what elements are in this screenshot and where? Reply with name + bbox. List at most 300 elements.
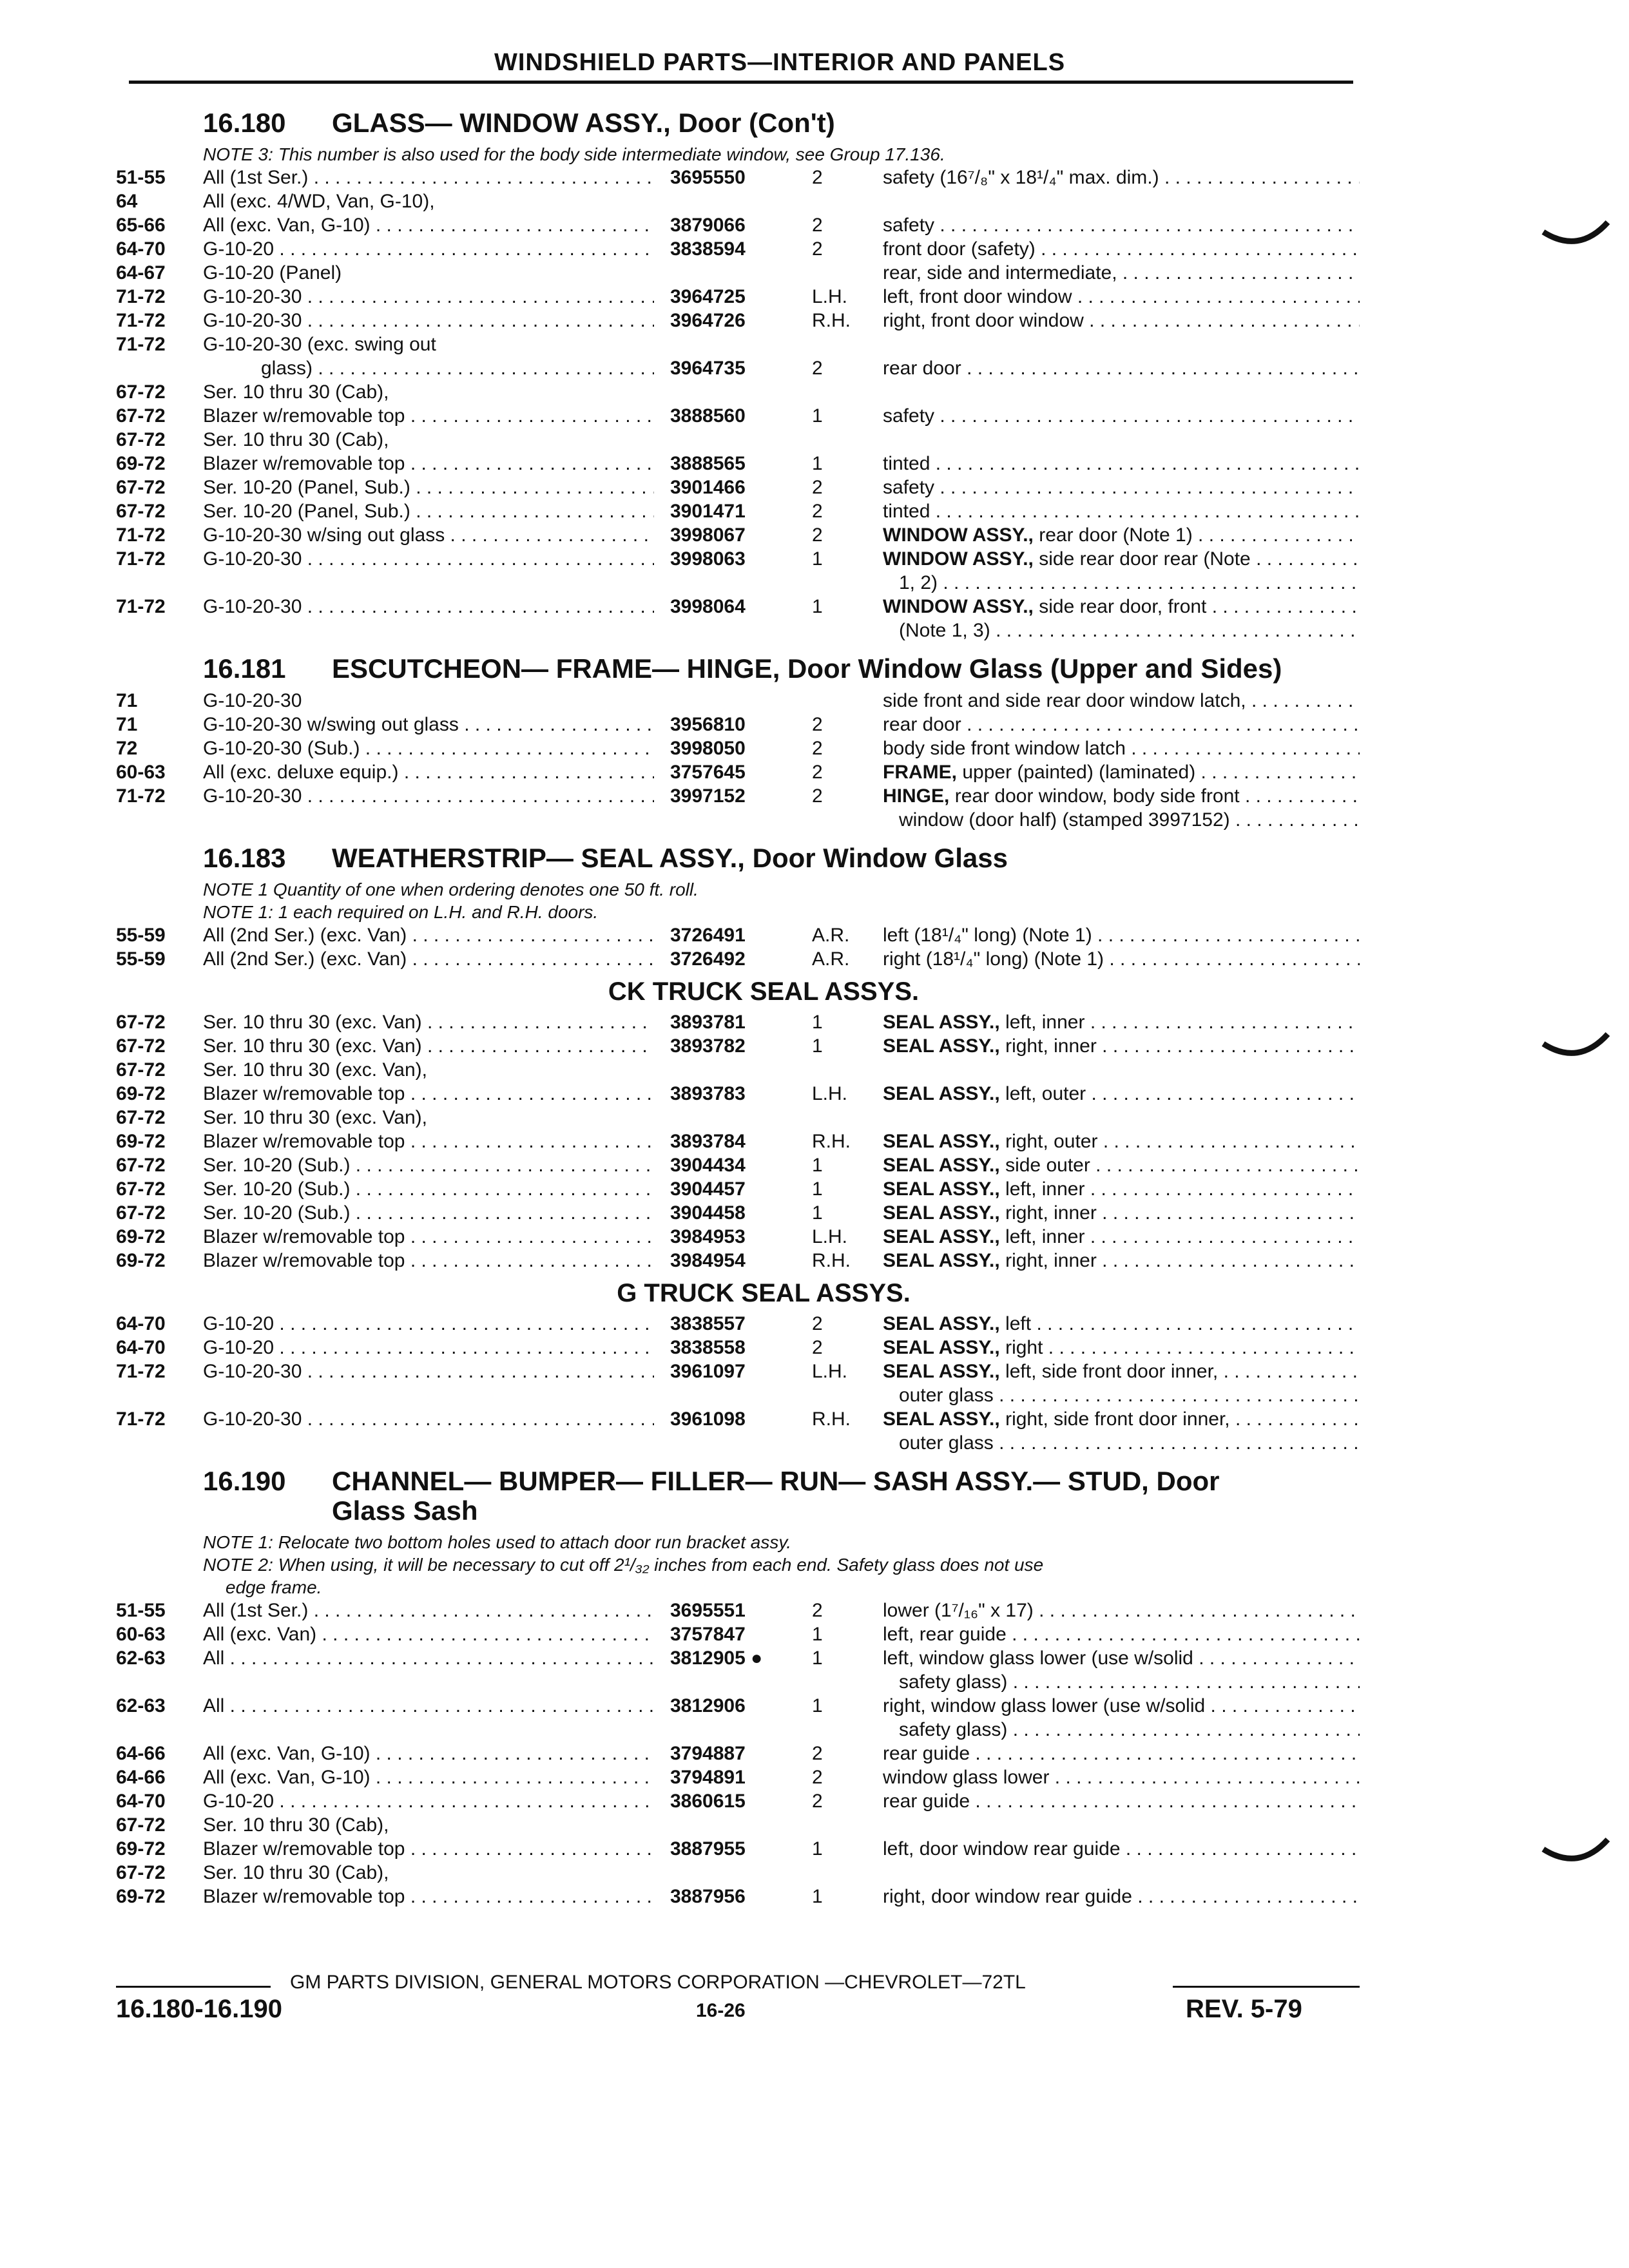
- part-description: [883, 404, 1360, 428]
- part-name: SEAL ASSY.,: [883, 1202, 1000, 1224]
- section-note: NOTE 2: When using, it will be necessary to cut off 2¹/₃₂ inches from each end. Safety glass does not use: [203, 1555, 1044, 1575]
- description-text: upper (painted) (laminated): [962, 762, 1196, 783]
- section-note: edge frame.: [226, 1577, 322, 1597]
- part-number: 3961098: [670, 1408, 746, 1430]
- part-name: SEAL ASSY.,: [883, 1083, 1000, 1104]
- part-name: SEAL ASSY.,: [883, 1178, 1000, 1200]
- description-text: rear door (Note 1): [1039, 524, 1193, 546]
- parts-catalog: [116, 97, 1360, 1908]
- part-number: 3812905 ●: [670, 1648, 763, 1669]
- section-title: [116, 108, 1360, 138]
- description-text: 1, 2): [899, 572, 938, 593]
- part-description: [883, 736, 1360, 760]
- part-number: 3695551: [670, 1600, 746, 1621]
- quantity: 2: [812, 1743, 823, 1764]
- model-description: G-10-20-30 . . .: [203, 309, 654, 332]
- part-description: [899, 808, 1360, 832]
- quantity: A.R.: [812, 948, 850, 970]
- section-number: 16.183: [203, 843, 286, 873]
- description-text: left, side front door inner,: [1005, 1361, 1219, 1382]
- quantity: 1: [812, 1838, 823, 1860]
- part-description: [883, 356, 1360, 380]
- model-description: Blazer w/removable top . . .: [203, 1129, 654, 1153]
- quantity: 1: [812, 596, 823, 617]
- part-number: 3956810: [670, 714, 746, 735]
- model-description: Blazer w/removable top . . .: [203, 1837, 654, 1861]
- quantity: L.H.: [812, 1083, 848, 1104]
- description-text: left, inner: [1005, 1012, 1085, 1033]
- part-name: SEAL ASSY.,: [883, 1361, 1000, 1382]
- quantity: R.H.: [812, 1131, 851, 1152]
- description-text: left, window glass lower (use w/solid: [883, 1648, 1193, 1669]
- part-description: [883, 309, 1360, 332]
- part-number: 3887955: [670, 1838, 746, 1860]
- model-years: 60-63: [116, 1624, 166, 1645]
- parts-row: [116, 736, 1360, 760]
- description-text: left, front door window: [883, 286, 1072, 307]
- parts-row: [116, 1431, 1360, 1455]
- model-description: G-10-20-30 . . .: [203, 1360, 654, 1383]
- section-note: NOTE 1: Relocate two bottom holes used to attach door run bracket assy.: [203, 1532, 792, 1552]
- quantity: L.H.: [812, 286, 848, 307]
- description-text: rear guide: [883, 1743, 970, 1764]
- parts-row: [116, 1312, 1360, 1336]
- section-title: [116, 843, 1360, 873]
- part-name: SEAL ASSY.,: [883, 1035, 1000, 1057]
- model-years: 71-72: [116, 1408, 166, 1430]
- parts-row: [116, 1106, 1360, 1129]
- parts-row: [116, 285, 1360, 309]
- model-years: 51-55: [116, 167, 166, 188]
- model-description: Blazer w/removable top . . .: [203, 404, 654, 428]
- description-text: rear door window, body side front: [954, 785, 1240, 807]
- part-name: SEAL ASSY.,: [883, 1155, 1000, 1176]
- description-text: right (18¹/₄" long) (Note 1): [883, 948, 1104, 970]
- quantity: 2: [812, 167, 823, 188]
- part-description: [883, 1225, 1360, 1249]
- parts-row: [116, 476, 1360, 499]
- parts-row: [116, 1177, 1360, 1201]
- part-number: 3984954: [670, 1250, 746, 1271]
- model-description: Ser. 10 thru 30 (Cab),: [203, 429, 389, 450]
- model-description: G-10-20 . . .: [203, 1336, 654, 1360]
- description-text: rear door: [883, 358, 961, 379]
- model-years: 71: [116, 714, 138, 735]
- part-number: 3812906: [670, 1695, 746, 1716]
- model-description: Blazer w/removable top . . .: [203, 1082, 654, 1106]
- model-description: Ser. 10-20 (Sub.) . . .: [203, 1201, 654, 1225]
- section-heading: GLASS— WINDOW ASSY., Door (Con't): [332, 108, 835, 138]
- description-text: left, door window rear guide: [883, 1838, 1121, 1860]
- description-text: left (18¹/₄" long) (Note 1): [883, 925, 1092, 946]
- part-name: WINDOW ASSY.,: [883, 524, 1034, 546]
- description-text: right, side front door inner,: [1005, 1408, 1230, 1430]
- model-description: Blazer w/removable top . . .: [203, 1225, 654, 1249]
- part-number: 3860615: [670, 1791, 746, 1812]
- part-number: 3901466: [670, 477, 746, 498]
- model-description: All (exc. Van) . . .: [203, 1622, 654, 1646]
- section-note: NOTE 3: This number is also used for the body side intermediate window, see Group 17.136.: [203, 144, 945, 164]
- footer-revision: REV. 5-79: [1186, 1995, 1302, 2023]
- part-number: 3998050: [670, 738, 746, 759]
- part-description: [883, 1837, 1360, 1861]
- parts-row: [116, 1718, 1360, 1742]
- parts-row: [116, 1742, 1360, 1765]
- part-description: [883, 213, 1360, 237]
- quantity: 2: [812, 477, 823, 498]
- footer-page-number: 16-26: [696, 2000, 746, 2021]
- parts-row: [116, 1360, 1360, 1383]
- quantity: 2: [812, 238, 823, 260]
- model-years: 64-70: [116, 238, 166, 260]
- description-text: safety glass): [899, 1719, 1008, 1740]
- model-years: 67-72: [116, 1202, 166, 1224]
- parts-row: [116, 1694, 1360, 1718]
- section-heading-line2: Glass Sash: [332, 1495, 478, 1526]
- model-description: Ser. 10 thru 30 (exc. Van),: [203, 1059, 427, 1081]
- model-description: All (2nd Ser.) (exc. Van) . . .: [203, 923, 654, 947]
- footer-group-range: 16.180-16.190: [116, 1995, 283, 2023]
- part-number: 3904434: [670, 1155, 746, 1176]
- page-header: [129, 49, 1353, 84]
- model-description: Ser. 10 thru 30 (exc. Van),: [203, 1107, 427, 1128]
- parts-row: [116, 1861, 1360, 1885]
- part-number: 3838594: [670, 238, 746, 260]
- model-years: 71-72: [116, 524, 166, 546]
- model-years: 71-72: [116, 334, 166, 355]
- part-description: [883, 523, 1360, 547]
- description-text: right, inner: [1005, 1035, 1097, 1057]
- part-number: 3794887: [670, 1743, 746, 1764]
- part-description: [883, 1742, 1360, 1765]
- part-number: 3888560: [670, 405, 746, 427]
- parts-row: [116, 1670, 1360, 1694]
- model-years: 64-70: [116, 1313, 166, 1334]
- model-years: 67-72: [116, 1107, 166, 1128]
- part-description: [883, 1885, 1360, 1908]
- catalog-section: [116, 843, 1360, 1455]
- section-title: [116, 654, 1360, 684]
- description-text: side outer: [1005, 1155, 1090, 1176]
- parts-row: [116, 923, 1360, 947]
- description-text: safety: [883, 405, 935, 427]
- model-years: 69-72: [116, 1886, 166, 1907]
- part-name: FRAME,: [883, 762, 957, 783]
- model-description: Ser. 10-20 (Sub.) . . .: [203, 1177, 654, 1201]
- model-years: 67-72: [116, 1035, 166, 1057]
- model-description: G-10-20-30 w/swing out glass . . .: [203, 713, 654, 736]
- parts-row: [116, 237, 1360, 261]
- model-years: 67-72: [116, 1059, 166, 1081]
- parts-row: [116, 404, 1360, 428]
- description-text: rear guide: [883, 1791, 970, 1812]
- part-name: SEAL ASSY.,: [883, 1226, 1000, 1247]
- model-years: 71-72: [116, 548, 166, 570]
- quantity: 2: [812, 1767, 823, 1788]
- quantity: 2: [812, 524, 823, 546]
- parts-row: [116, 1082, 1360, 1106]
- model-years: 71-72: [116, 310, 166, 331]
- header-rule: [129, 81, 1353, 84]
- quantity: 1: [812, 1178, 823, 1200]
- part-number: 3893782: [670, 1035, 746, 1057]
- model-years: 67-72: [116, 381, 166, 403]
- part-description: [883, 1765, 1360, 1789]
- model-description: Blazer w/removable top . . .: [203, 452, 654, 476]
- model-years: 71-72: [116, 596, 166, 617]
- part-description: [883, 237, 1360, 261]
- part-name: WINDOW ASSY.,: [883, 548, 1034, 570]
- quantity: 2: [812, 762, 823, 783]
- quantity: 2: [812, 215, 823, 236]
- quantity: R.H.: [812, 1408, 851, 1430]
- part-number: 3726491: [670, 925, 746, 946]
- page-title: WINDSHIELD PARTS—INTERIOR AND PANELS: [494, 49, 1066, 76]
- part-description: [883, 1694, 1360, 1718]
- quantity: 2: [812, 1337, 823, 1358]
- parts-row: [116, 1789, 1360, 1813]
- part-number: 3879066: [670, 215, 746, 236]
- model-years: 55-59: [116, 925, 166, 946]
- description-text: left, rear guide: [883, 1624, 1007, 1645]
- model-years: 69-72: [116, 1838, 166, 1860]
- part-description: [883, 1599, 1360, 1622]
- model-description: All (2nd Ser.) (exc. Van) . . .: [203, 947, 654, 971]
- model-description: G-10-20-30 . . .: [203, 547, 654, 571]
- description-text: left: [1005, 1313, 1032, 1334]
- parts-row: [116, 428, 1360, 452]
- parts-row: [116, 499, 1360, 523]
- part-description: [899, 571, 1360, 595]
- quantity: 2: [812, 1791, 823, 1812]
- part-description: [883, 1360, 1360, 1383]
- description-text: left, outer: [1005, 1083, 1086, 1104]
- model-years: 64-70: [116, 1791, 166, 1812]
- part-number: 3998064: [670, 596, 746, 617]
- part-description: [883, 166, 1360, 189]
- parts-row: [116, 189, 1360, 213]
- part-number: 3726492: [670, 948, 746, 970]
- parts-row: [116, 166, 1360, 189]
- model-years: 71: [116, 690, 138, 711]
- part-number: 3901471: [670, 501, 746, 522]
- model-years: 65-66: [116, 215, 166, 236]
- part-description: [883, 1034, 1360, 1058]
- model-years: 69-72: [116, 1083, 166, 1104]
- model-years: 51-55: [116, 1600, 166, 1621]
- part-description: [883, 713, 1360, 736]
- catalog-section: [116, 1466, 1360, 1908]
- description-text: right, inner: [1005, 1202, 1097, 1224]
- parts-row: [116, 547, 1360, 571]
- model-description: Ser. 10 thru 30 (Cab),: [203, 1814, 389, 1836]
- description-text: (Note 1, 3): [899, 620, 990, 641]
- part-number: 3887956: [670, 1886, 746, 1907]
- model-years: 67-72: [116, 1155, 166, 1176]
- description-text: window glass lower: [883, 1767, 1050, 1788]
- model-description: Ser. 10-20 (Panel, Sub.) . . .: [203, 476, 654, 499]
- part-number: 3998067: [670, 524, 746, 546]
- part-name: SEAL ASSY.,: [883, 1012, 1000, 1033]
- part-description: [899, 1670, 1360, 1694]
- quantity: 1: [812, 1035, 823, 1057]
- parts-row: [116, 619, 1360, 642]
- part-number: 3893781: [670, 1012, 746, 1033]
- part-description: [883, 760, 1360, 784]
- model-description: All (1st Ser.) . . .: [203, 1599, 654, 1622]
- model-years: 67-72: [116, 405, 166, 427]
- description-text: rear door: [883, 714, 961, 735]
- part-description: [883, 1082, 1360, 1106]
- model-description: All (exc. Van, G-10) . . .: [203, 213, 654, 237]
- part-description: [883, 1646, 1360, 1670]
- description-text: safety glass): [899, 1671, 1008, 1693]
- part-name: HINGE,: [883, 785, 950, 807]
- parts-row: [116, 1646, 1360, 1670]
- model-years: 71-72: [116, 1361, 166, 1382]
- parts-row: [116, 1837, 1360, 1861]
- part-number: 3794891: [670, 1767, 746, 1788]
- part-name: SEAL ASSY.,: [883, 1250, 1000, 1271]
- footer-company: GM PARTS DIVISION, GENERAL MOTORS CORPORATION —CHEVROLET—72TL: [290, 1972, 1026, 1993]
- description-text: left, inner: [1005, 1178, 1085, 1200]
- model-description: All (exc. 4/WD, Van, G-10),: [203, 191, 435, 212]
- parts-row: [116, 261, 1360, 285]
- part-number: 3904457: [670, 1178, 746, 1200]
- quantity: 1: [812, 1155, 823, 1176]
- quantity: 2: [812, 1600, 823, 1621]
- section-title-continued: [116, 1496, 1360, 1526]
- model-description: Blazer w/removable top . . .: [203, 1249, 654, 1273]
- quantity: 2: [812, 785, 823, 807]
- parts-row: [116, 1010, 1360, 1034]
- model-years: 67-72: [116, 501, 166, 522]
- part-description: [883, 1407, 1360, 1431]
- model-years: 67-72: [116, 1814, 166, 1836]
- section-heading: CHANNEL— BUMPER— FILLER— RUN— SASH ASSY.— STUD, Door: [332, 1466, 1220, 1496]
- section-heading: ESCUTCHEON— FRAME— HINGE, Door Window Glass (Upper and Sides): [332, 653, 1282, 684]
- parts-row: [116, 947, 1360, 971]
- parts-row: [116, 1249, 1360, 1273]
- part-description: [883, 1153, 1360, 1177]
- description-text: safety (16⁷/₈" x 18¹/₄" max. dim.): [883, 167, 1159, 188]
- binder-hole-mark-2: [1540, 1031, 1611, 1063]
- part-description: [883, 1129, 1360, 1153]
- model-description: G-10-20 . . .: [203, 1312, 654, 1336]
- model-description: Ser. 10-20 (Sub.) . . .: [203, 1153, 654, 1177]
- quantity: R.H.: [812, 310, 851, 331]
- description-text: right, inner: [1005, 1250, 1097, 1271]
- quantity: 2: [812, 714, 823, 735]
- model-description: Ser. 10 thru 30 (Cab),: [203, 1862, 389, 1883]
- model-description: All . . .: [203, 1646, 654, 1670]
- model-years: 67-72: [116, 1012, 166, 1033]
- model-description: G-10-20 . . .: [203, 237, 654, 261]
- section-note: NOTE 1 Quantity of one when ordering denotes one 50 ft. roll.: [203, 879, 699, 899]
- model-description: Ser. 10 thru 30 (exc. Van) . . .: [203, 1034, 654, 1058]
- model-description: Ser. 10 thru 30 (Cab),: [203, 381, 389, 403]
- part-number: 3997152: [670, 785, 746, 807]
- catalog-section: [116, 654, 1360, 832]
- part-description: [883, 1249, 1360, 1273]
- part-number: 3893783: [670, 1083, 746, 1104]
- section-number: 16.181: [203, 653, 286, 684]
- part-description: [883, 1336, 1360, 1360]
- part-number: 3964726: [670, 310, 746, 331]
- model-years: 60-63: [116, 762, 166, 783]
- model-years: 67-72: [116, 477, 166, 498]
- part-description: [883, 476, 1360, 499]
- model-description: All . . .: [203, 1694, 654, 1718]
- part-description: [883, 452, 1360, 476]
- description-text: tinted: [883, 453, 930, 474]
- parts-row: [116, 571, 1360, 595]
- model-years: 67-72: [116, 1862, 166, 1883]
- model-description: Ser. 10 thru 30 (exc. Van) . . .: [203, 1010, 654, 1034]
- part-number: 3998063: [670, 548, 746, 570]
- part-number: 3695550: [670, 167, 746, 188]
- description-text: safety: [883, 477, 935, 498]
- parts-row: [116, 1034, 1360, 1058]
- model-years: 64-66: [116, 1767, 166, 1788]
- part-number: 3984953: [670, 1226, 746, 1247]
- parts-row: [116, 452, 1360, 476]
- model-years: 64-66: [116, 1743, 166, 1764]
- quantity: 2: [812, 501, 823, 522]
- description-text: tinted: [883, 501, 930, 522]
- model-description: glass) . . .: [261, 356, 654, 380]
- part-number: 3888565: [670, 453, 746, 474]
- parts-row: [116, 760, 1360, 784]
- parts-row: [116, 1885, 1360, 1908]
- part-description: [883, 499, 1360, 523]
- footer-rule-left: [116, 1986, 271, 1988]
- quantity: 2: [812, 1313, 823, 1334]
- model-years: 64-70: [116, 1337, 166, 1358]
- section-title: [116, 1466, 1360, 1496]
- model-years: 72: [116, 738, 138, 759]
- model-description: G-10-20-30 . . .: [203, 1407, 654, 1431]
- parts-row: [116, 1058, 1360, 1082]
- parts-row: [116, 1622, 1360, 1646]
- model-description: G-10-20 (Panel): [203, 262, 342, 284]
- model-description: G-10-20-30 (Sub.) . . .: [203, 736, 654, 760]
- description-text: body side front window latch: [883, 738, 1126, 759]
- part-name: SEAL ASSY.,: [883, 1408, 1000, 1430]
- quantity: 1: [812, 1886, 823, 1907]
- model-description: G-10-20-30 . . .: [203, 285, 654, 309]
- parts-row: [116, 808, 1360, 832]
- parts-row: [116, 595, 1360, 619]
- model-description: All (exc. deluxe equip.) . . .: [203, 760, 654, 784]
- quantity: L.H.: [812, 1226, 848, 1247]
- part-number: 3893784: [670, 1131, 746, 1152]
- model-years: 69-72: [116, 1250, 166, 1271]
- parts-row: [116, 1765, 1360, 1789]
- part-number: 3838558: [670, 1337, 746, 1358]
- part-number: 3838557: [670, 1313, 746, 1334]
- part-number: 3961097: [670, 1361, 746, 1382]
- binder-hole-mark-3: [1540, 1836, 1611, 1869]
- part-description: [883, 689, 1360, 713]
- model-description: Ser. 10-20 (Panel, Sub.) . . .: [203, 499, 654, 523]
- parts-row: [116, 1129, 1360, 1153]
- parts-row: [116, 1599, 1360, 1622]
- quantity: 1: [812, 453, 823, 474]
- parts-row: [116, 380, 1360, 404]
- model-years: 69-72: [116, 1131, 166, 1152]
- model-years: 71-72: [116, 286, 166, 307]
